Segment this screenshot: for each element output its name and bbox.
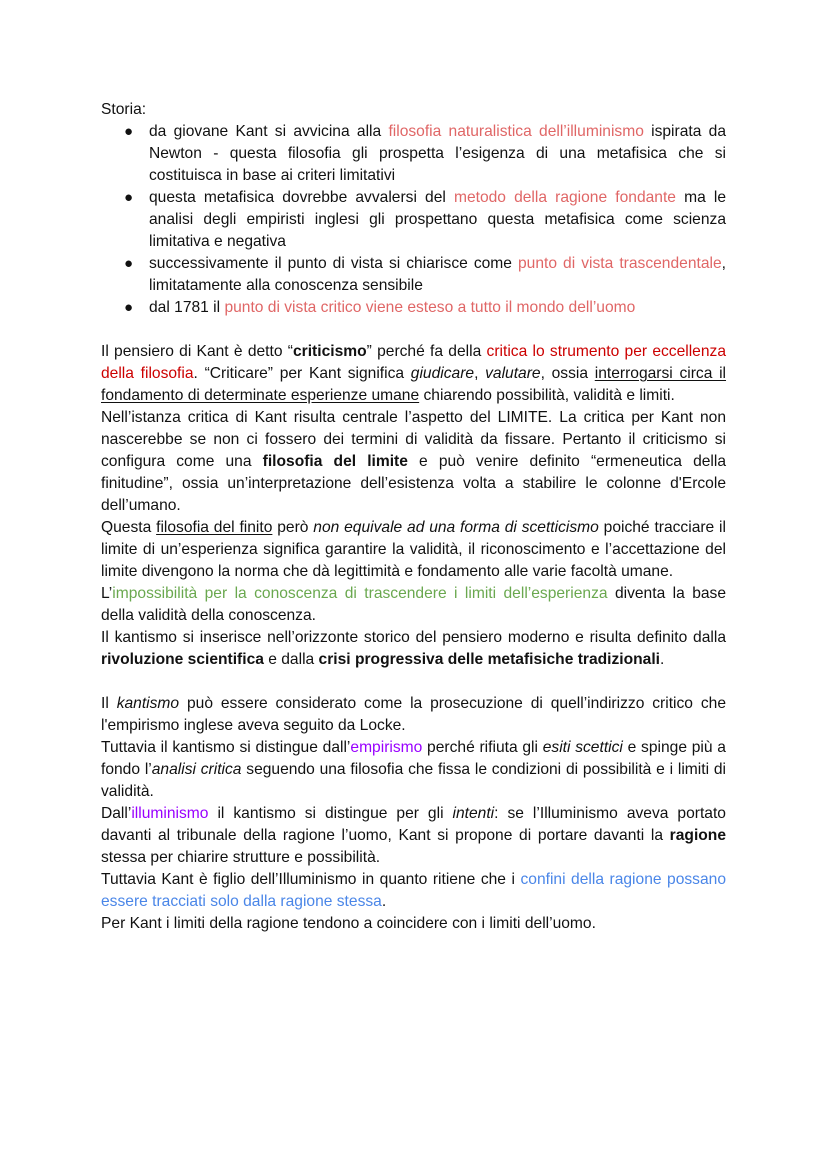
spacer: [101, 319, 726, 341]
paragraph-empirismo: Tuttavia il kantismo si distingue dall’empirismo perché rifiuta gli esiti scettici e spinge più a fondo l’analisi critica seguendo una filosofia che fissa le condizioni di possibilità e i limiti di validità.: [101, 739, 726, 800]
paragraph-finito: Questa filosofia del finito però non equivale ad una forma di scetticismo poiché tracciare il limite di un’esperienza significa garantire la validità, il riconoscimento e l’accettazione del limite divengono la norma che dà legittimità e fondamento alle varie facoltà umane.: [101, 519, 726, 580]
paragraph-impossibilita: L’impossibilità per la conoscenza di trascendere i limiti dell’esperienza diventa la base della validità della conoscenza.: [101, 585, 727, 624]
list-item: ● questa metafisica dovrebbe avvalersi del metodo della ragione fondante ma le analisi degli empiristi inglesi gli prospettano questa metafisica come scienza limitativa e negativa: [124, 189, 726, 250]
storia-bullet-list: [101, 121, 726, 319]
section-heading-storia: Storia:: [101, 101, 147, 118]
paragraph-illuminismo: Dall’illuminismo il kantismo si distingue per gli intenti: se l’Illuminismo aveva portato davanti al tribunale della ragione l’uomo, Kant si propone di portare davanti la ragione stessa per chiarire strutture e possibilità.: [101, 805, 726, 866]
paragraph-confini: Tuttavia Kant è figlio dell’Illuminismo in quanto ritiene che i confini della ragione possano essere tracciati solo dalla ragione stessa.: [101, 871, 727, 910]
highlighted-text: metodo della ragione fondante: [453, 189, 676, 206]
bullet-icon: ●: [124, 189, 134, 206]
list-item: ● successivamente il punto di vista si chiarisce come punto di vista trascendentale, limitatamente alla conoscenza sensibile: [124, 255, 726, 294]
list-item: ● da giovane Kant si avvicina alla filosofia naturalistica dell’illuminismo ispirata da Newton - questa filosofia gli prospetta l’esigenza di una metafisica che si costituisca in base ai criteri limitativi: [124, 123, 726, 184]
bullet-icon: ●: [124, 299, 134, 316]
highlighted-text: confini della ragione possano essere tracciati solo dalla ragione stessa: [101, 871, 727, 910]
paragraph-limiti: Per Kant i limiti della ragione tendono a coincidere con i limiti dell’uomo.: [101, 915, 596, 932]
list-item: ● dal 1781 il punto di vista critico viene esteso a tutto il mondo dell’uomo: [101, 297, 726, 319]
highlighted-text: punto di vista critico viene esteso a tutto il mondo dell’uomo: [224, 299, 636, 316]
highlighted-text: critica lo strumento per eccellenza della filosofia: [101, 343, 727, 382]
spacer: [101, 671, 726, 693]
highlighted-text: punto di vista trascendentale: [518, 255, 722, 272]
highlighted-text: impossibilità per la conoscenza di trascendere i limiti dell’esperienza: [112, 585, 608, 602]
paragraph-limite: Nell’istanza critica di Kant risulta centrale l’aspetto del LIMITE. La critica per Kant non nascerebbe se non ci fossero dei termini di validità da fissare. Pertanto il criticismo si configura come una filosofia del limite e può venire definito “ermeneutica della finitudine”, ossia un’interpretazione dell’esistenza volta a stabilire le colonne d'Ercole dell’umano.: [101, 409, 727, 514]
paragraph-prosecuzione: Il kantismo può essere considerato come la prosecuzione di quell’indirizzo critico che l'empirismo inglese aveva seguito da Locke.: [101, 695, 726, 734]
document-page: [101, 99, 726, 935]
bullet-icon: ●: [124, 123, 134, 140]
paragraph-criticismo: Il pensiero di Kant è detto “criticismo” perché fa della critica lo strumento per eccellenza della filosofia. “Criticare” per Kant significa giudicare, valutare, ossia interrogarsi circa il fondamento di determinate esperienze umane chiarendo possibilità, validità e limiti.: [101, 343, 727, 404]
highlighted-text: empirismo: [350, 739, 423, 756]
paragraph-orizzonte: Il kantismo si inserisce nell’orizzonte storico del pensiero moderno e risulta definito dalla rivoluzione scientifica e dalla crisi progressiva delle metafisiche tradizionali.: [101, 629, 726, 668]
highlighted-text: filosofia naturalistica dell’illuminismo: [388, 123, 644, 140]
highlighted-text: illuminismo: [131, 805, 209, 822]
bullet-icon: ●: [124, 255, 134, 272]
